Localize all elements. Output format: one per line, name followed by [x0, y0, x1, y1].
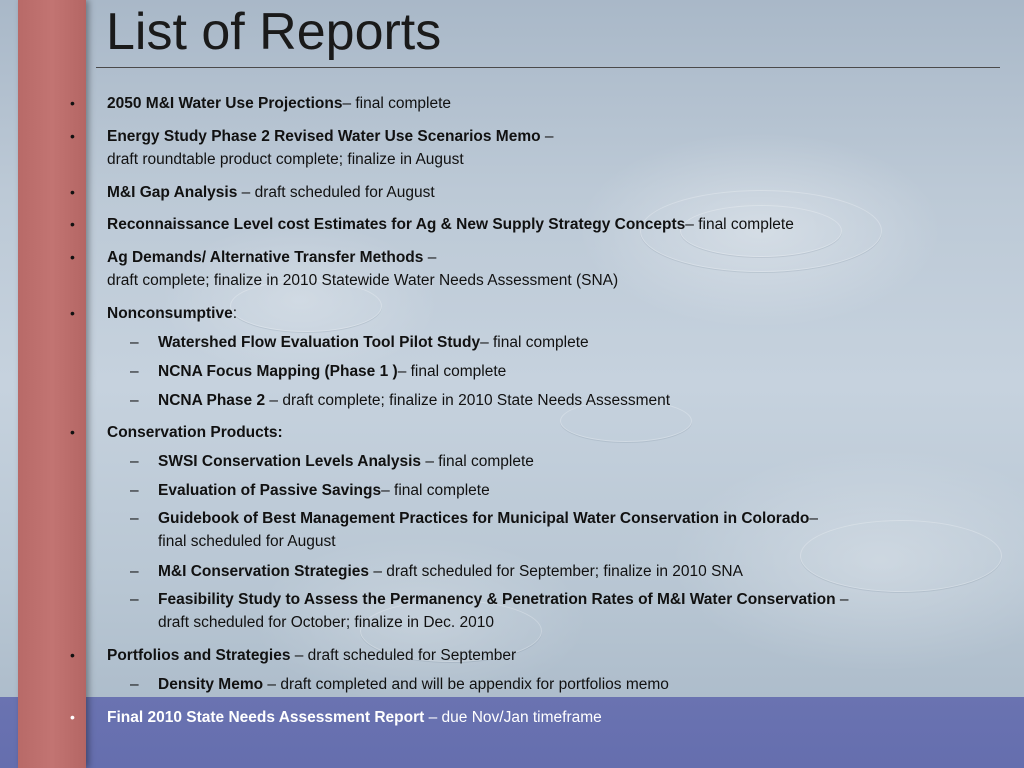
sub-list-item: – Watershed Flow Evaluation Tool Pilot Study– final complete: [158, 331, 589, 354]
bullet-icon: •: [70, 184, 75, 200]
sub-list-item: – Evaluation of Passive Savings– final complete: [158, 479, 490, 502]
list-item: • M&I Gap Analysis – draft scheduled for August: [107, 181, 435, 204]
list-item: • Conservation Products:: [107, 421, 283, 444]
dash-icon: –: [130, 392, 139, 409]
bullet-icon: •: [70, 709, 75, 725]
sub-list-item: – Feasibility Study to Assess the Permanency & Penetration Rates of M&I Water Conservation – draft scheduled for October; finalize in Dec. 2010: [158, 588, 849, 634]
dash-icon: –: [130, 482, 139, 499]
list-item: • Portfolios and Strategies – draft scheduled for September: [107, 644, 516, 667]
dash-icon: –: [130, 676, 139, 693]
bullet-icon: •: [70, 95, 75, 111]
sub-list-item: – NCNA Phase 2 – draft complete; finalize in 2010 State Needs Assessment: [158, 389, 670, 412]
list-item: • Energy Study Phase 2 Revised Water Use Scenarios Memo – draft roundtable product complete; finalize in August: [107, 125, 554, 171]
list-item: • 2050 M&I Water Use Projections– final complete: [107, 92, 451, 115]
list-item: • Reconnaissance Level cost Estimates for Ag & New Supply Strategy Concepts– final complete: [107, 213, 794, 236]
dash-icon: –: [130, 453, 139, 470]
list-item: • Final 2010 State Needs Assessment Report – due Nov/Jan timeframe: [107, 706, 602, 729]
sub-list-item: – Density Memo – draft completed and will be appendix for portfolios memo: [158, 673, 669, 696]
sub-list-item: – M&I Conservation Strategies – draft scheduled for September; finalize in 2010 SNA: [158, 560, 743, 583]
bullet-icon: •: [70, 128, 75, 144]
sub-list-item: – Guidebook of Best Management Practices for Municipal Water Conservation in Colorado– final scheduled for August: [158, 507, 818, 553]
bullet-icon: •: [70, 647, 75, 663]
dash-icon: –: [130, 563, 139, 580]
bullet-icon: •: [70, 305, 75, 321]
bullet-icon: •: [70, 424, 75, 440]
dash-icon: –: [130, 363, 139, 380]
slide-title: List of Reports: [106, 3, 442, 61]
sub-list-item: – SWSI Conservation Levels Analysis – final complete: [158, 450, 534, 473]
sub-list-item: – NCNA Focus Mapping (Phase 1 )– final complete: [158, 360, 506, 383]
dash-icon: –: [130, 591, 139, 608]
list-item: • Ag Demands/ Alternative Transfer Methods – draft complete; finalize in 2010 Statewide Water Needs Assessment (SNA): [107, 246, 618, 292]
dash-icon: –: [130, 510, 139, 527]
bullet-icon: •: [70, 249, 75, 265]
dash-icon: –: [130, 334, 139, 351]
bullet-icon: •: [70, 216, 75, 232]
list-item: • Nonconsumptive:: [107, 302, 237, 325]
